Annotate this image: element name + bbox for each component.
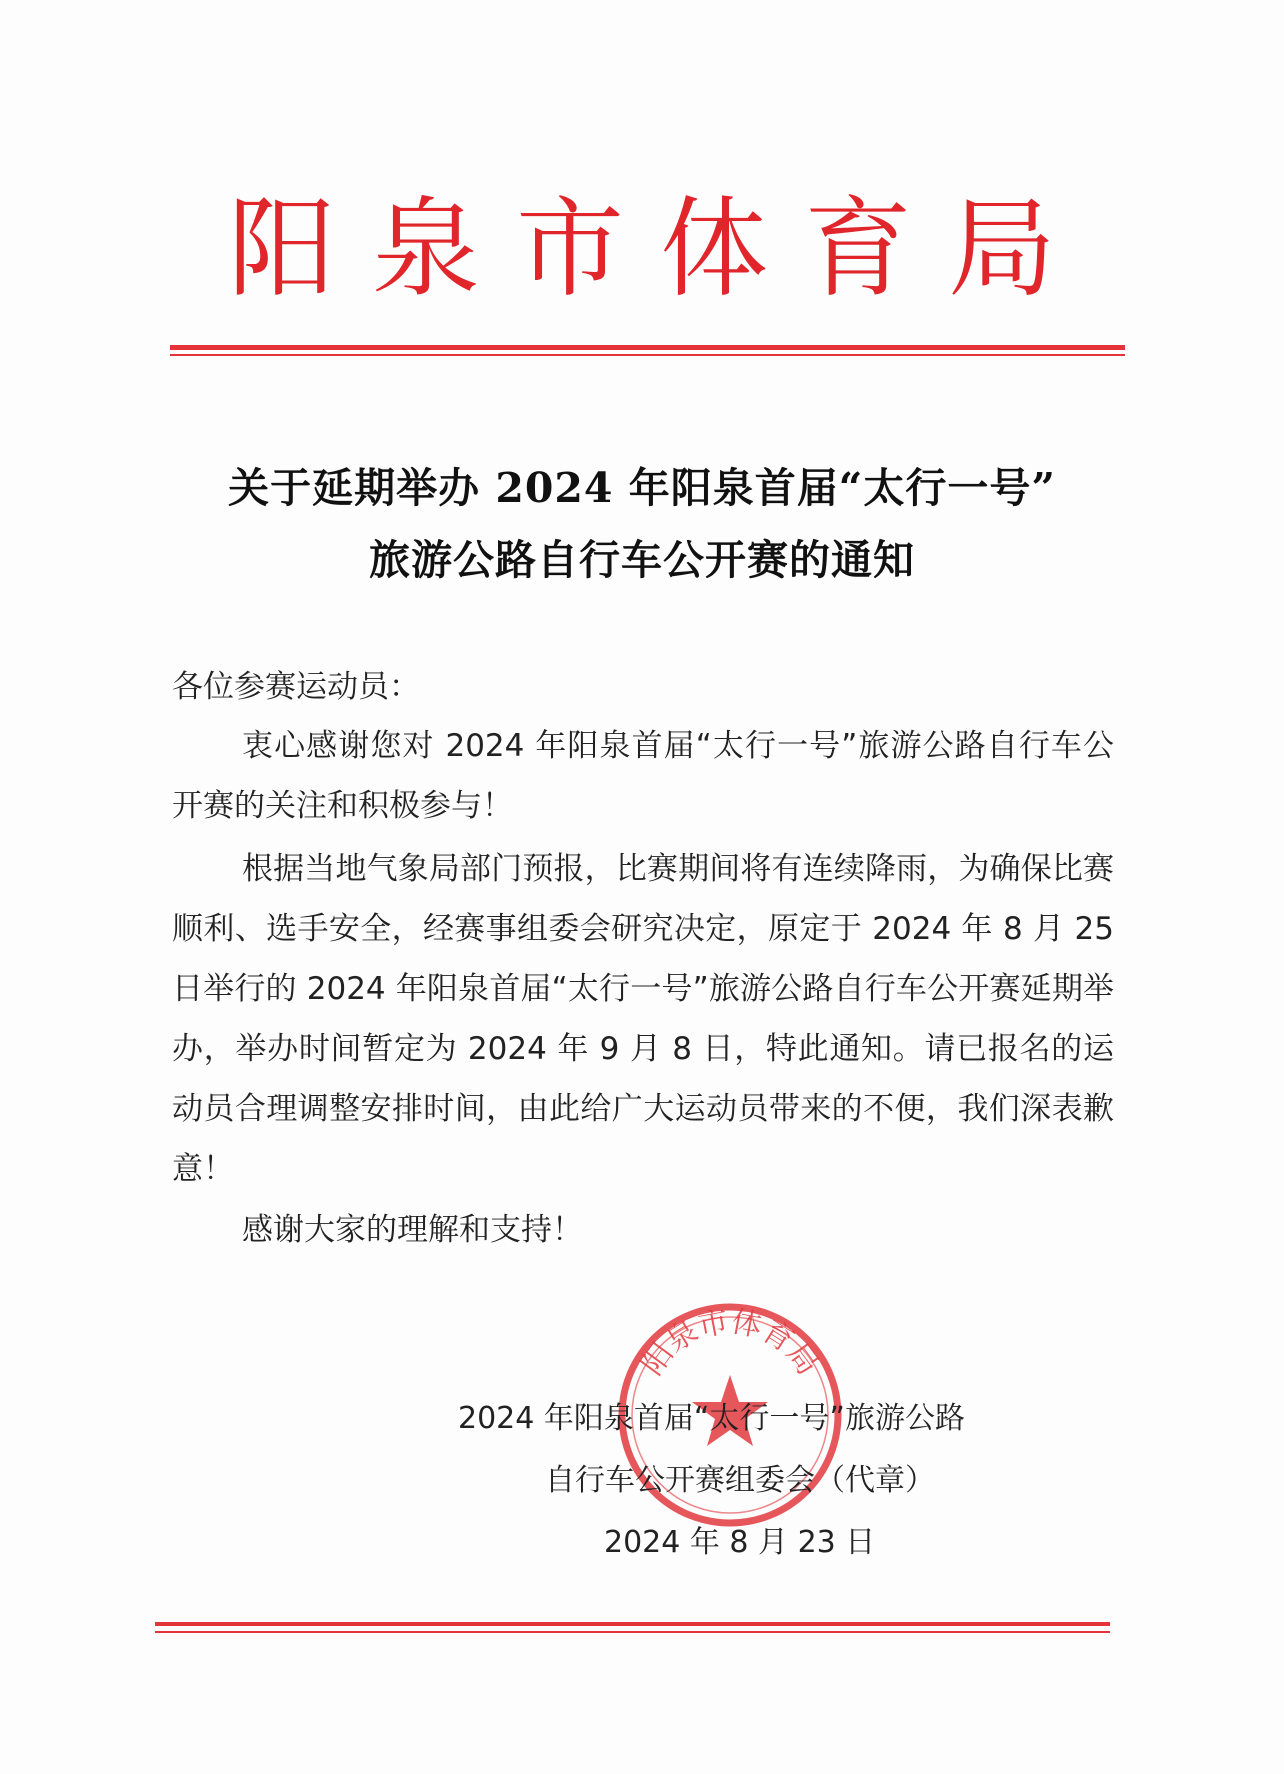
letterhead-char: 市 bbox=[515, 187, 624, 312]
letterhead-char: 泉 bbox=[371, 187, 480, 312]
body-paragraph-2: 根据当地气象局部门预报，比赛期间将有连续降雨，为确保比赛顺利、选手安全，经赛事组委会研究决定，原定于 2024 年 8 月 25 日举行的 2024 年阳泉首届“太行一号”旅游公路自行车公开赛延期举办，举办时间暂定为 2024 年 9 月 8 日，特此通知。请已报名的运动员合理调整安排时间，由此给广大运动员带来的不便，我们深表歉意！ bbox=[172, 851, 1114, 1187]
body-paragraph-3: 感谢大家的理解和支持！ bbox=[242, 1212, 583, 1248]
body-paragraph-1: 衷心感谢您对 2024 年阳泉首届“太行一号”旅游公路自行车公开赛的关注和积极参与！ bbox=[172, 728, 1114, 824]
letterhead-divider bbox=[170, 345, 1125, 350]
signature-line-2: 自行车公开赛组委会（代章） bbox=[545, 1463, 935, 1498]
signature-line-1: 2024 年阳泉首届“太行一号”旅游公路 bbox=[458, 1401, 965, 1436]
letterhead-char: 育 bbox=[803, 187, 912, 312]
letterhead-char: 阳 bbox=[227, 187, 336, 312]
footer-divider-thin bbox=[155, 1631, 1110, 1633]
svg-text:阳泉市体育局: 阳泉市体育局 bbox=[634, 1304, 826, 1382]
letterhead bbox=[222, 185, 1062, 315]
salutation: 各位参赛运动员： bbox=[172, 669, 420, 705]
letterhead-char: 体 bbox=[659, 187, 768, 312]
document-title-line-2: 旅游公路自行车公开赛的通知 bbox=[369, 536, 915, 584]
letterhead-char: 局 bbox=[947, 187, 1056, 312]
signature-date: 2024 年 8 月 23 日 bbox=[604, 1525, 876, 1560]
document-title-line-1: 关于延期举办 2024 年阳泉首届“太行一号” bbox=[228, 464, 1056, 512]
footer-divider bbox=[155, 1622, 1110, 1626]
letterhead-divider-thin bbox=[170, 354, 1125, 356]
